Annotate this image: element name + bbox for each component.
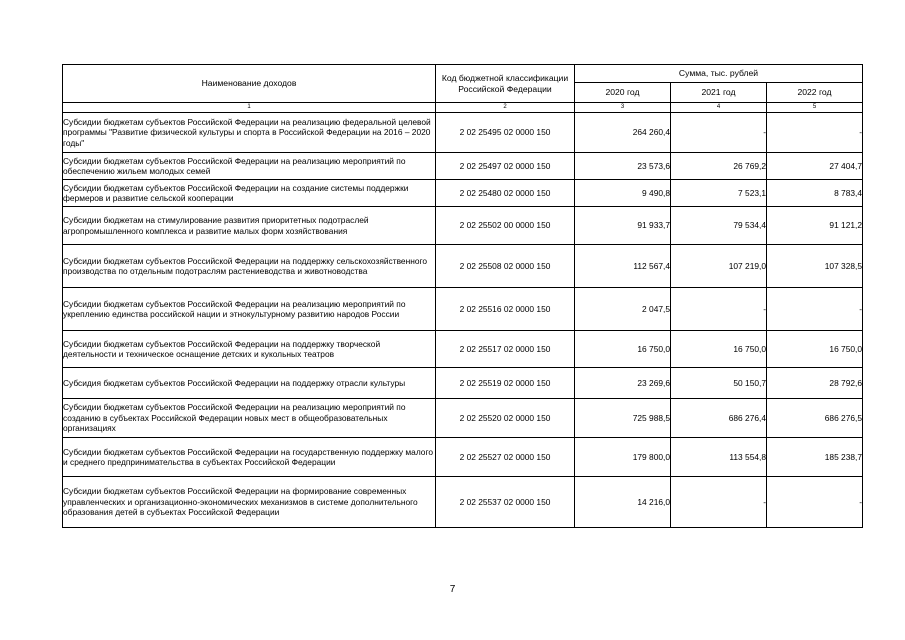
amount-2020: 14 216,0 [575, 477, 671, 528]
header-revenue-name: Наименование доходов [63, 65, 436, 103]
amount-2022: 8 783,4 [767, 180, 863, 207]
amount-2021: - [671, 113, 767, 153]
column-number: 5 [767, 103, 863, 113]
amount-2021: 16 750,0 [671, 331, 767, 368]
budget-code: 2 02 25527 02 0000 150 [436, 438, 575, 477]
amount-2020: 179 800,0 [575, 438, 671, 477]
amount-2021: - [671, 288, 767, 331]
budget-code: 2 02 25516 02 0000 150 [436, 288, 575, 331]
amount-2020: 264 260,4 [575, 113, 671, 153]
budget-code: 2 02 25497 02 0000 150 [436, 153, 575, 180]
amount-2022: - [767, 113, 863, 153]
revenue-name: Субсидии бюджетам субъектов Российской Федерации на формирование современных управленческих и организационно-экономических механизмов в системе дополнительного образования детей в субъектах Российской Федерации [63, 477, 436, 528]
amount-2020: 23 269,6 [575, 368, 671, 399]
revenue-name: Субсидии бюджетам субъектов Российской Федерации на реализацию мероприятий по укреплению единства российской нации и этнокультурному развитию народов России [63, 288, 436, 331]
amount-2020: 23 573,6 [575, 153, 671, 180]
amount-2022: 16 750,0 [767, 331, 863, 368]
revenue-name: Субсидии бюджетам субъектов Российской Федерации на реализацию федеральной целевой программы "Развитие физической культуры и спорта в Российской Федерации на 2016 – 2020 годы" [63, 113, 436, 153]
amount-2021: 686 276,4 [671, 399, 767, 438]
header-year-2020: 2020 год [575, 83, 671, 103]
column-number: 1 [63, 103, 436, 113]
header-year-2021: 2021 год [671, 83, 767, 103]
table-row [63, 368, 863, 399]
column-number: 2 [436, 103, 575, 113]
table-row [63, 477, 863, 528]
amount-2021: 79 534,4 [671, 207, 767, 245]
revenue-name: Субсидии бюджетам на стимулирование развития приоритетных подотраслей агропромышленного комплекса и развитие малых форм хозяйствования [63, 207, 436, 245]
budget-code: 2 02 25502 00 0000 150 [436, 207, 575, 245]
budget-code: 2 02 25537 02 0000 150 [436, 477, 575, 528]
column-number: 3 [575, 103, 671, 113]
table-row [63, 180, 863, 207]
budget-code: 2 02 25480 02 0000 150 [436, 180, 575, 207]
page-number: 7 [449, 584, 456, 595]
revenue-name: Субсидии бюджетам субъектов Российской Федерации на поддержку сельскохозяйственного производства по отдельным подотраслям растениеводства и животноводства [63, 245, 436, 288]
amount-2022: 107 328,5 [767, 245, 863, 288]
amount-2022: 27 404,7 [767, 153, 863, 180]
amount-2022: 28 792,6 [767, 368, 863, 399]
amount-2022: 91 121,2 [767, 207, 863, 245]
budget-code: 2 02 25517 02 0000 150 [436, 331, 575, 368]
amount-2021: 26 769,2 [671, 153, 767, 180]
table-row [63, 113, 863, 153]
table-row [63, 331, 863, 368]
amount-2020: 16 750,0 [575, 331, 671, 368]
amount-2020: 112 567,4 [575, 245, 671, 288]
amount-2020: 2 047,5 [575, 288, 671, 331]
table-row [63, 288, 863, 331]
amount-2022: - [767, 477, 863, 528]
header-amount: Сумма, тыс. рублей [575, 65, 863, 83]
amount-2022: - [767, 288, 863, 331]
amount-2020: 9 490,8 [575, 180, 671, 207]
revenue-name: Субсидии бюджетам субъектов Российской Федерации на реализацию мероприятий по обеспечению жильем молодых семей [63, 153, 436, 180]
revenue-name: Субсидия бюджетам субъектов Российской Федерации на поддержку отрасли культуры [63, 368, 436, 399]
amount-2021: 50 150,7 [671, 368, 767, 399]
budget-code: 2 02 25519 02 0000 150 [436, 368, 575, 399]
revenue-name: Субсидии бюджетам субъектов Российской Федерации на поддержку творческой деятельности и техническое оснащение детских и кукольных театров [63, 331, 436, 368]
header-budget-code: Код бюджетной классификации Российской Федерации [436, 65, 575, 103]
amount-2021: - [671, 477, 767, 528]
amount-2020: 91 933,7 [575, 207, 671, 245]
amount-2022: 185 238,7 [767, 438, 863, 477]
revenue-name: Субсидии бюджетам субъектов Российской Федерации на реализацию мероприятий по созданию в субъектах Российской Федерации новых мест в общеобразовательных организациях [63, 399, 436, 438]
budget-code: 2 02 25508 02 0000 150 [436, 245, 575, 288]
amount-2021: 7 523,1 [671, 180, 767, 207]
column-number: 4 [671, 103, 767, 113]
table-row [63, 399, 863, 438]
table-row [63, 438, 863, 477]
amount-2022: 686 276,5 [767, 399, 863, 438]
amount-2020: 725 988,5 [575, 399, 671, 438]
table-row [63, 153, 863, 180]
table-row [63, 207, 863, 245]
budget-code: 2 02 25520 02 0000 150 [436, 399, 575, 438]
budget-code: 2 02 25495 02 0000 150 [436, 113, 575, 153]
revenue-table [62, 64, 863, 528]
revenue-name: Субсидии бюджетам субъектов Российской Федерации на создание системы поддержки фермеров и развитие сельской кооперации [63, 180, 436, 207]
header-year-2022: 2022 год [767, 83, 863, 103]
table-row [63, 245, 863, 288]
revenue-name: Субсидии бюджетам субъектов Российской Федерации на государственную поддержку малого и среднего предпринимательства в субъектах Российской Федерации [63, 438, 436, 477]
amount-2021: 113 554,8 [671, 438, 767, 477]
amount-2021: 107 219,0 [671, 245, 767, 288]
